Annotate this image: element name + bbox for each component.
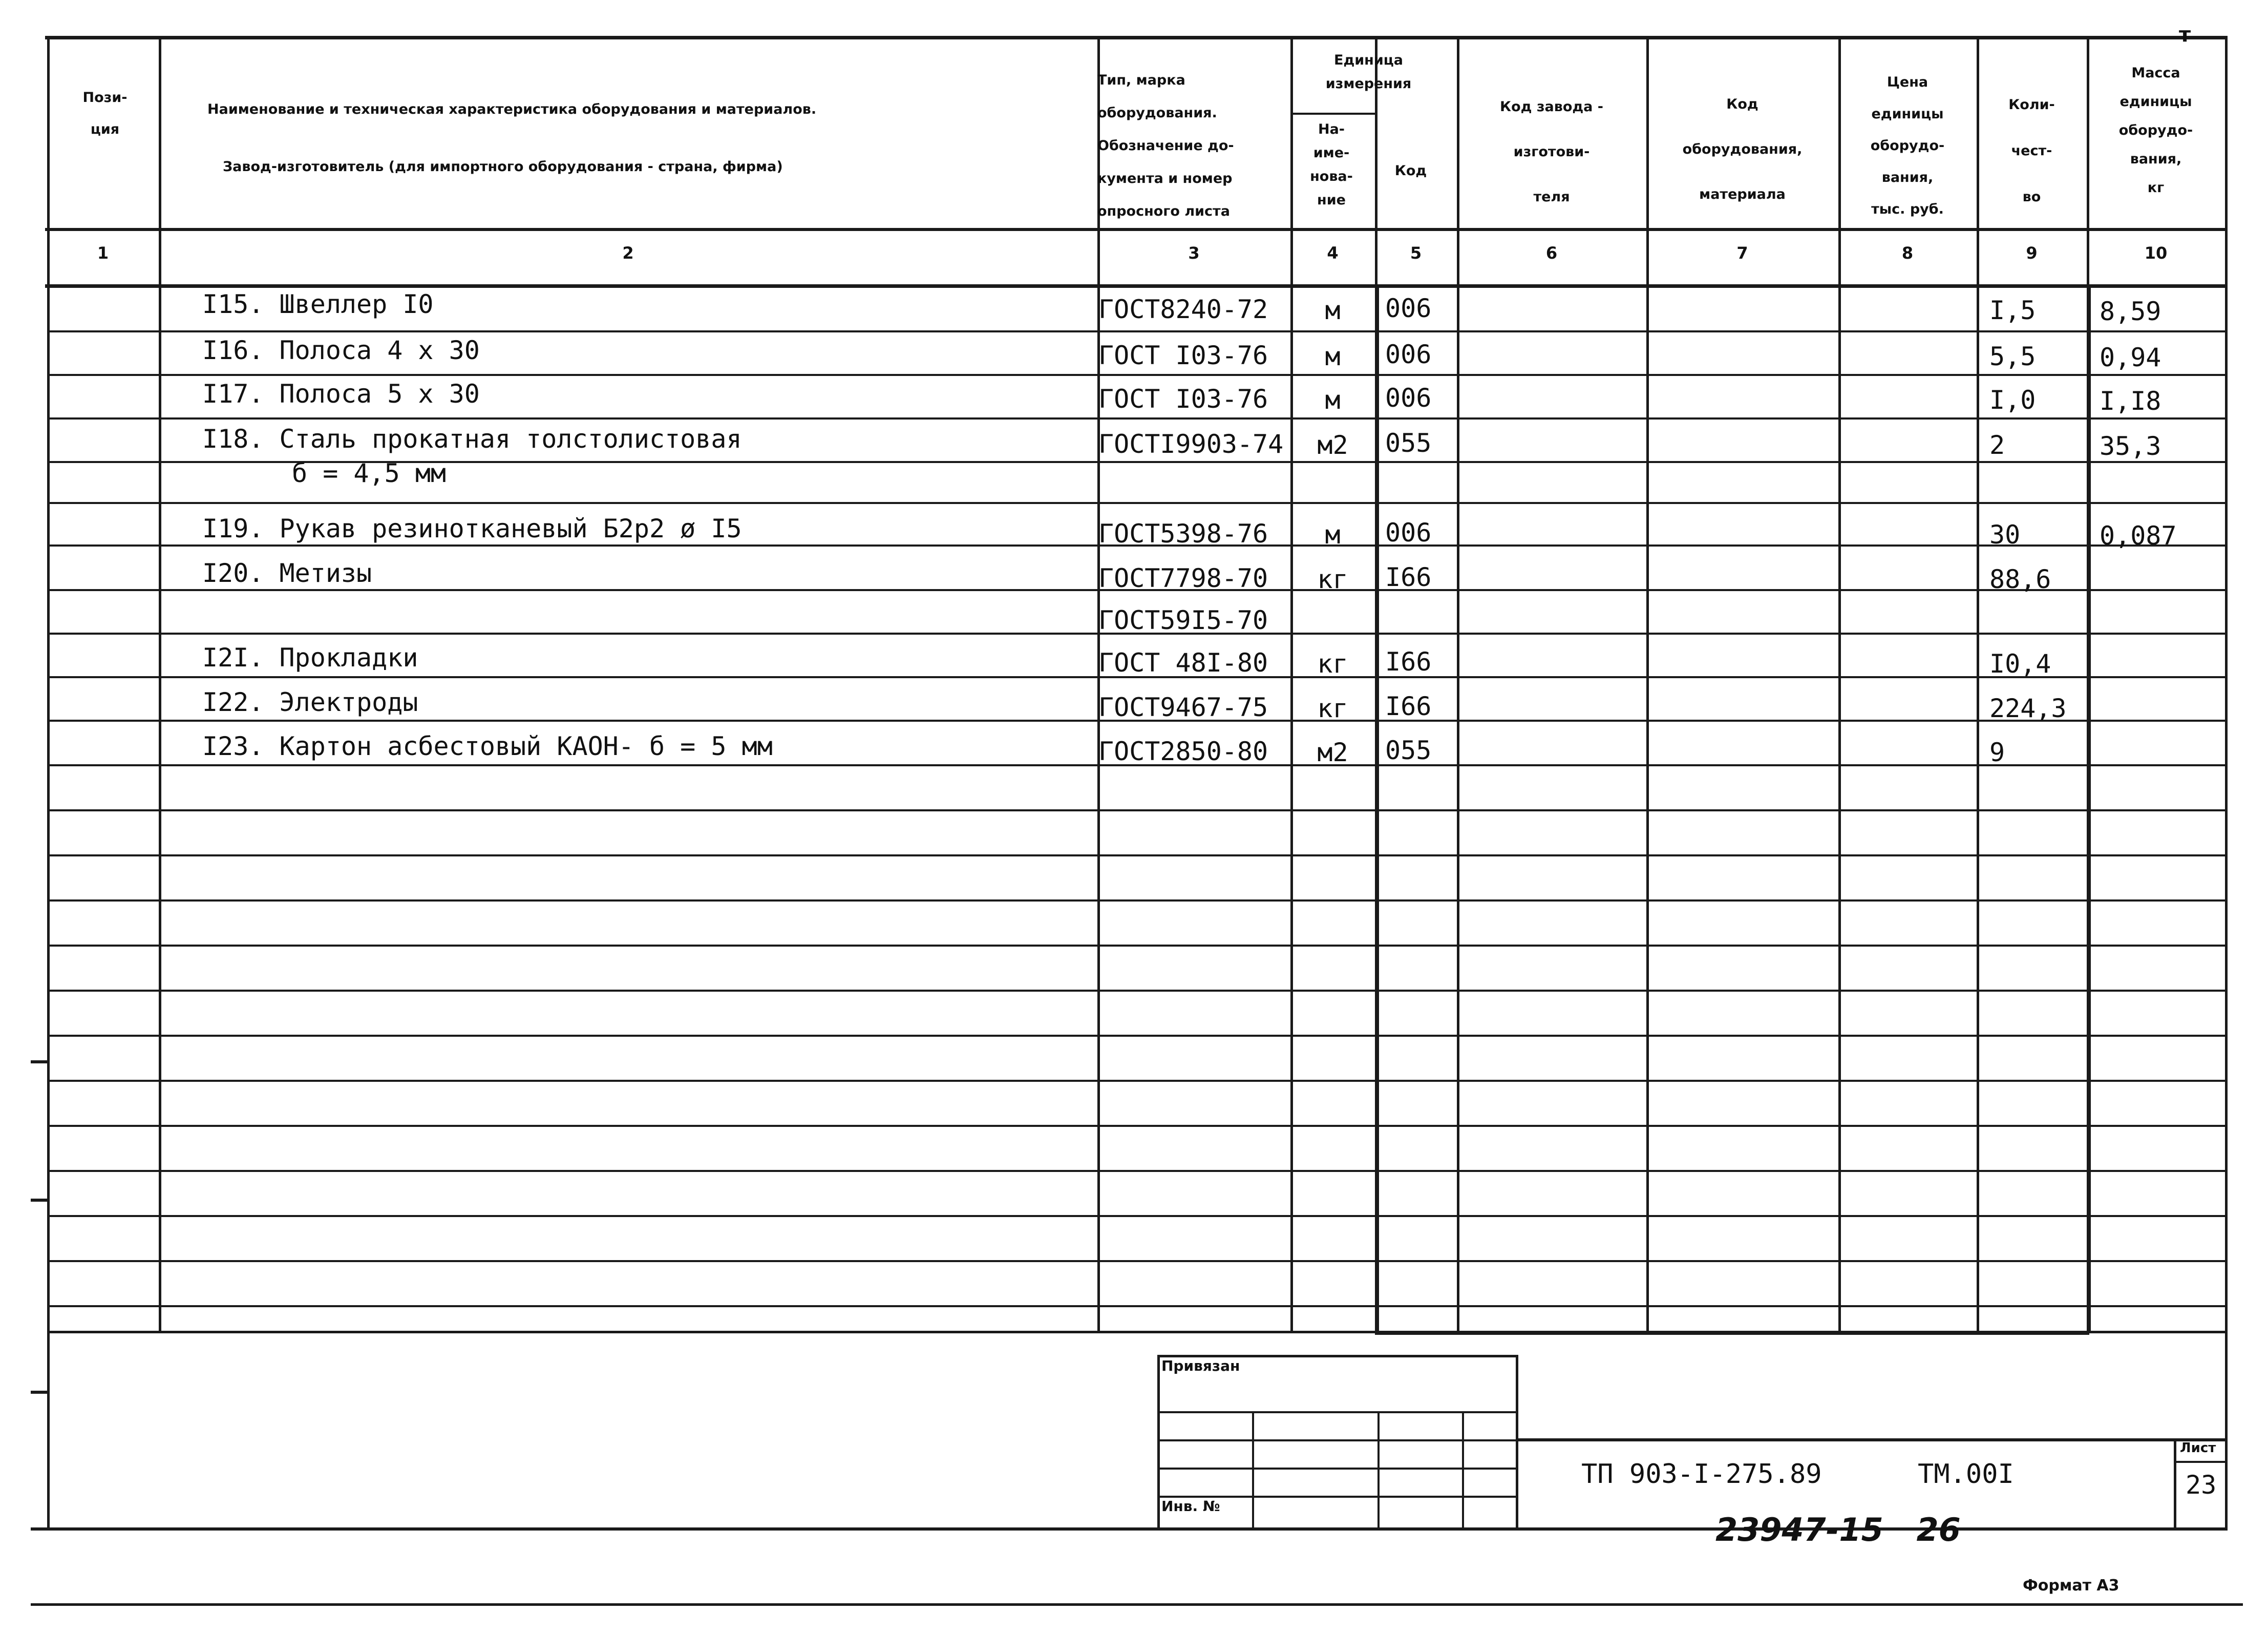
- row-line: [47, 330, 2226, 332]
- bold-column-line: [1375, 284, 1379, 1331]
- header-col1: Пози- ция: [82, 90, 128, 137]
- row-unit: кг: [1317, 564, 1348, 594]
- header-unit-group: Единица измерения: [1325, 52, 1412, 92]
- header-bottom-line: [45, 228, 2227, 231]
- row-mass: 8,59: [2100, 297, 2161, 326]
- header-col7: Код оборудования, материала: [1682, 96, 1803, 202]
- column-number: 7: [1736, 243, 1748, 263]
- row-line: [47, 854, 2226, 856]
- column-number: 3: [1188, 243, 1200, 263]
- row-unit: м: [1325, 296, 1341, 325]
- row-line: [47, 374, 2226, 376]
- table-top-line: [45, 36, 2227, 39]
- column-line: [1290, 36, 1293, 1331]
- stamp-line: [1516, 1355, 1518, 1529]
- row-doc: ГОСТ9467-75: [1098, 693, 1268, 722]
- stamp-line: [1157, 1355, 1160, 1529]
- header-col5: Код: [1394, 163, 1427, 179]
- column-line: [159, 36, 161, 1331]
- stamp-doc-part: ТМ.00I: [1918, 1459, 2014, 1490]
- stamp-line: [1377, 1411, 1380, 1529]
- row-line: [47, 1125, 2226, 1127]
- margin-tick: [31, 1060, 49, 1063]
- column-number: 5: [1410, 243, 1422, 263]
- column-line: [2225, 36, 2228, 1331]
- row-qty: 2: [1989, 430, 2005, 460]
- header-col8: Цена единицы оборудо- вания, тыс. руб.: [1870, 74, 1945, 217]
- stamp-line: [1252, 1411, 1254, 1529]
- row-code: I66: [1385, 692, 1432, 721]
- row-name: I20. Метизы: [202, 558, 372, 588]
- page-bottom-line: [31, 1603, 2243, 1606]
- row-name: I17. Полоса 5 х 30: [202, 379, 480, 409]
- row-unit: м: [1325, 342, 1341, 371]
- stamp-sheet-line: [2174, 1438, 2176, 1531]
- column-line: [47, 36, 50, 1331]
- row-code: 055: [1385, 428, 1432, 458]
- row-name: I2I. Прокладки: [202, 643, 418, 673]
- handwritten-number: 23947-15 26: [1715, 1511, 1961, 1548]
- header-col6: Код завода - изготови- теля: [1500, 99, 1603, 205]
- row-qty: 30: [1989, 520, 2021, 550]
- row-unit: м2: [1317, 430, 1348, 460]
- row-line: [47, 945, 2226, 947]
- column-line: [1977, 36, 1979, 1331]
- header-col3: Тип, марка оборудования. Обозначение до- кумента и номер опросного листа: [1097, 72, 1234, 219]
- row-code: I66: [1385, 647, 1432, 677]
- column-number: 2: [622, 243, 634, 263]
- row-line: [47, 1170, 2226, 1172]
- row-qty: I0,4: [1989, 649, 2051, 679]
- row-qty: 224,3: [1989, 694, 2067, 723]
- row-doc: ГОСТ59I5-70: [1098, 605, 1268, 635]
- unit-split-line: [1290, 113, 1375, 115]
- corner-mark: т: [2179, 23, 2191, 47]
- stamp-sheet-line: [2174, 1461, 2225, 1463]
- header-col10: Масса единицы оборудо- вания, кг: [2118, 65, 2193, 196]
- stamp-title-top: [1516, 1438, 2225, 1441]
- stamp-sheet-number: 23: [2186, 1470, 2217, 1500]
- row-code: I66: [1385, 562, 1432, 592]
- row-line: [47, 502, 2226, 504]
- column-number: 8: [1901, 243, 1914, 263]
- row-code: 006: [1385, 518, 1432, 548]
- stamp-privyazan: Привязан: [1161, 1357, 1240, 1374]
- row-line: [47, 1260, 2226, 1262]
- row-code: 055: [1385, 736, 1432, 765]
- body-bottom-line: [47, 1331, 2226, 1333]
- row-code: 006: [1385, 294, 1432, 323]
- row-line: [47, 899, 2226, 902]
- row-unit: кг: [1317, 694, 1348, 723]
- column-number: 9: [2026, 243, 2038, 263]
- row-line: [47, 1215, 2226, 1217]
- frame-left: [47, 1331, 50, 1531]
- row-name: I23. Картон асбестовый КАОН- б = 5 мм: [202, 731, 773, 761]
- margin-tick: [31, 1391, 49, 1394]
- header-col4: На- име- нова- ние: [1310, 121, 1353, 208]
- column-number: 10: [2144, 243, 2168, 263]
- row-line: [47, 809, 2226, 811]
- row-mass: 0,087: [2100, 521, 2177, 551]
- row-doc: ГОСТ7798-70: [1098, 563, 1268, 593]
- column-number: 6: [1545, 243, 1558, 263]
- margin-tick: [31, 1199, 49, 1202]
- row-mass: 35,3: [2100, 431, 2161, 461]
- row-unit: м2: [1317, 738, 1348, 767]
- stamp-doc-code: ТП 903-I-275.89: [1581, 1459, 1822, 1490]
- row-mass: 0,94: [2100, 343, 2161, 372]
- row-code: 006: [1385, 383, 1432, 413]
- row-line: [47, 1305, 2226, 1307]
- frame-right: [2225, 1331, 2228, 1531]
- row-doc: ГОСТ I03-76: [1098, 341, 1268, 370]
- row-line: [47, 417, 2226, 420]
- row-unit: м: [1325, 385, 1341, 415]
- row-qty: I,0: [1989, 385, 2036, 415]
- row-doc: ГОСТI9903-74: [1098, 429, 1284, 459]
- column-number: 1: [97, 243, 109, 263]
- column-line: [1097, 36, 1100, 1331]
- column-numbers-bottom-line: [45, 284, 2227, 288]
- bold-column-line: [2087, 284, 2091, 1331]
- row-name: I16. Полоса 4 х 30: [202, 336, 480, 365]
- row-code: 006: [1385, 340, 1432, 369]
- row-doc: ГОСТ2850-80: [1098, 737, 1268, 766]
- stamp-inv-no: Инв. №: [1161, 1498, 1220, 1515]
- row-doc: ГОСТ8240-72: [1098, 295, 1268, 324]
- row-line: [47, 1035, 2226, 1037]
- row-unit: кг: [1317, 649, 1348, 679]
- row-line: [47, 990, 2226, 992]
- row-unit: м: [1325, 520, 1341, 550]
- row-qty: 9: [1989, 738, 2005, 767]
- column-number: 4: [1327, 243, 1339, 263]
- row-qty: I,5: [1989, 296, 2036, 325]
- row-doc: ГОСТ 48I-80: [1098, 648, 1268, 678]
- row-name: I15. Швеллер I0: [202, 289, 434, 319]
- row-qty: 88,6: [1989, 564, 2051, 594]
- row-name: I19. Рукав резинотканевый Б2р2 ø I5: [202, 514, 742, 543]
- row-name: I18. Сталь прокатная толстолистовая: [202, 424, 742, 454]
- format-label: Формат А3: [2023, 1577, 2119, 1595]
- stamp-sheet-label: Лист: [2180, 1440, 2216, 1456]
- stamp-line: [1462, 1411, 1464, 1529]
- row-qty: 5,5: [1989, 342, 2036, 371]
- row-line: [47, 1080, 2226, 1082]
- column-line: [1457, 36, 1459, 1331]
- column-line: [1838, 36, 1841, 1331]
- row-doc: ГОСТ5398-76: [1098, 519, 1268, 549]
- row-mass: I,I8: [2100, 386, 2161, 416]
- row-doc: ГОСТ I03-76: [1098, 384, 1268, 414]
- header-col2: Наименование и техническая характеристика оборудования и материалов. Завод-изготовитель (для импортного оборудования - страна, фирма): [207, 101, 817, 175]
- row-name: I22. Электроды: [202, 687, 418, 717]
- column-line: [1646, 36, 1649, 1331]
- row-name: б = 4,5 мм: [292, 458, 447, 488]
- header-col9: Коли- чест- во: [2008, 97, 2055, 205]
